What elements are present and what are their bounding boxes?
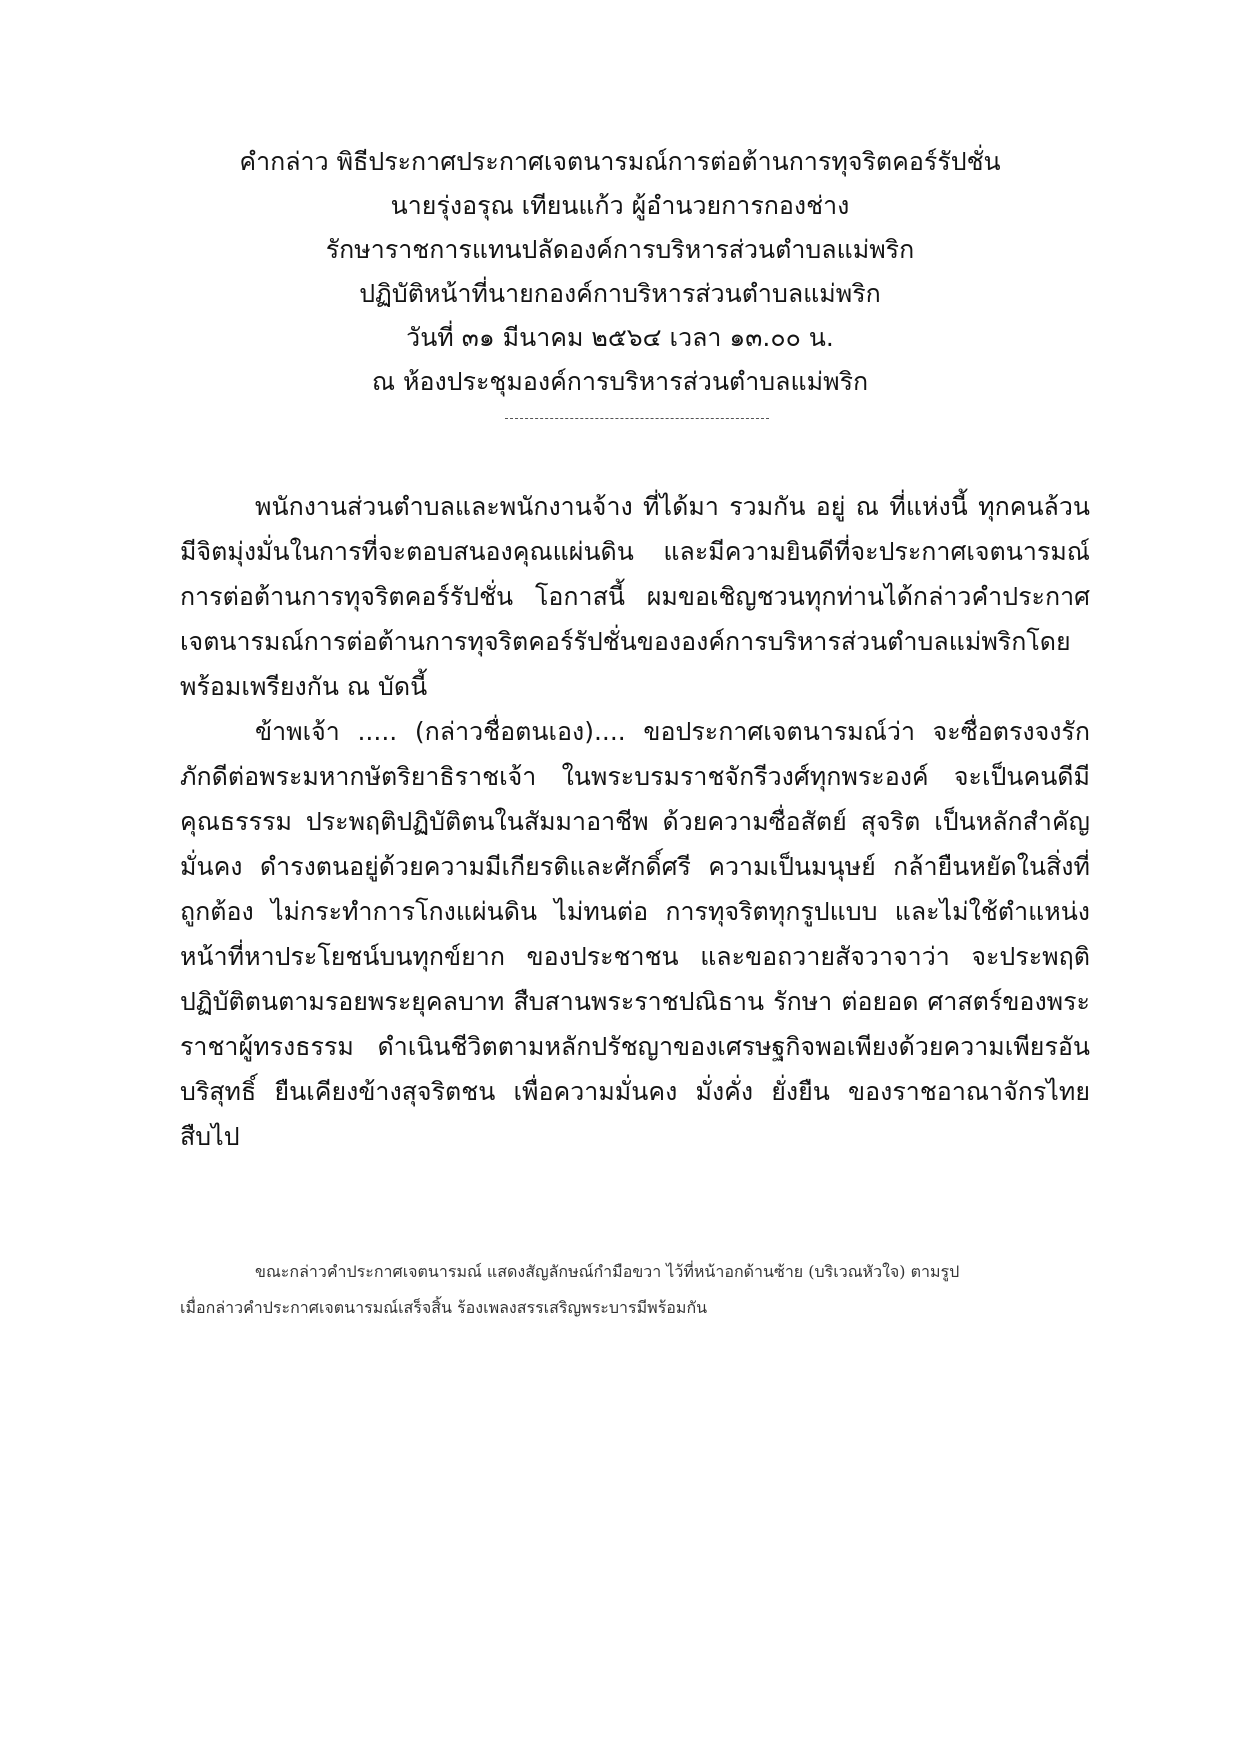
- invitation-paragraph: พนักงานส่วนตำบลและพนักงานจ้าง ที่ได้มา รวมกัน อยู่ ณ ที่แห่งนี้ ทุกคนล้วนมีจิตมุ่งมั่นในการที่จะตอบสนองคุณแผ่นดิน และมีความยินดีที่จะประกาศเจตนารมณ์การต่อต้านการทุจริตคอร์รัปชั่น โอกาสนี้ ผมขอเชิญชวนทุกท่านได้กล่าวคำประกาศเจตนารมณ์การต่อต้านการทุจริตคอร์รัปชั่นขององค์การบริหารส่วนตำบลแม่พริกโดยพร้อมเพรียงกัน ณ บัดนี้: [180, 492, 1090, 701]
- event-location: ณ ห้องประชุมองค์การบริหารส่วนตำบลแม่พริก: [371, 367, 869, 396]
- speech-title: คำกล่าว พิธีประกาศประกาศเจตนารมณ์การต่อต้านการทุจริตคอร์รัปชั่น: [239, 147, 1001, 176]
- document-header: [140, 140, 1100, 404]
- speaker-acting-role: รักษาราชการแทนปลัดองค์การบริหารส่วนตำบลแม่พริก: [325, 235, 915, 264]
- header-divider: [505, 418, 769, 419]
- speaker-name: นายรุ่งอรุณ เทียนแก้ว ผู้อำนวยการกองช่าง: [390, 191, 850, 220]
- instruction-gesture: ขณะกล่าวคำประกาศเจตนารมณ์ แสดงสัญลักษณ์กำมือขวา ไว้ที่หน้าอกด้านซ้าย (บริเวณหัวใจ) ตามรูป: [255, 1262, 960, 1281]
- event-date-time: วันที่ ๓๑ มีนาคม ๒๕๖๔ เวลา ๑๓.๐๐ น.: [406, 323, 834, 352]
- ceremony-instructions: [180, 1254, 1090, 1326]
- pledge-paragraph: ข้าพเจ้า ..... (กล่าวชื่อตนเอง).... ขอประกาศเจตนารมณ์ว่า จะซื่อตรงจงรักภักดีต่อพระมหากษัตริยาธิราชเจ้า ในพระบรมราชจักรีวงศ์ทุกพระองค์ จะเป็นคนดีมีคุณธรรรม ประพฤติปฏิบัติตนในสัมมาอาชีพ ด้วยความซื่อสัตย์ สุจริต เป็นหลักสำคัญมั่นคง ดำรงตนอยู่ด้วยความมีเกียรติและศักดิ์ศรี ความเป็นมนุษย์ กล้ายืนหยัดในสิ่งที่ถูกต้อง ไม่กระทำการโกงแผ่นดิน ไม่ทนต่อ การทุจริตทุกรูปแบบ และไม่ใช้ตำแหน่งหน้าที่หาประโยชน์บนทุกข์ยาก ของประชาชน และขอถวายสัจวาจาว่า จะประพฤติปฏิบัติตนตามรอยพระยุคลบาท สืบสานพระราชปณิธาน รักษา ต่อยอด ศาสตร์ของพระราชาผู้ทรงธรรม ดำเนินชีวิตตามหลักปรัชญาของเศรษฐกิจพอเพียงด้วยความเพียรอันบริสุทธิ์ ยืนเคียงข้างสุจริตชน เพื่อความมั่นคง มั่งคั่ง ยั่งยืน ของราชอาณาจักรไทยสืบไป: [180, 717, 1090, 1151]
- speech-body: [180, 484, 1090, 1159]
- instruction-anthem: เมื่อกล่าวคำประกาศเจตนารมณ์เสร็จสิ้น ร้องเพลงสรรเสริญพระบารมีพร้อมกัน: [180, 1298, 708, 1317]
- speaker-duty-role: ปฏิบัติหน้าที่นายกองค์กาบริหารส่วนตำบลแม่พริก: [359, 279, 881, 308]
